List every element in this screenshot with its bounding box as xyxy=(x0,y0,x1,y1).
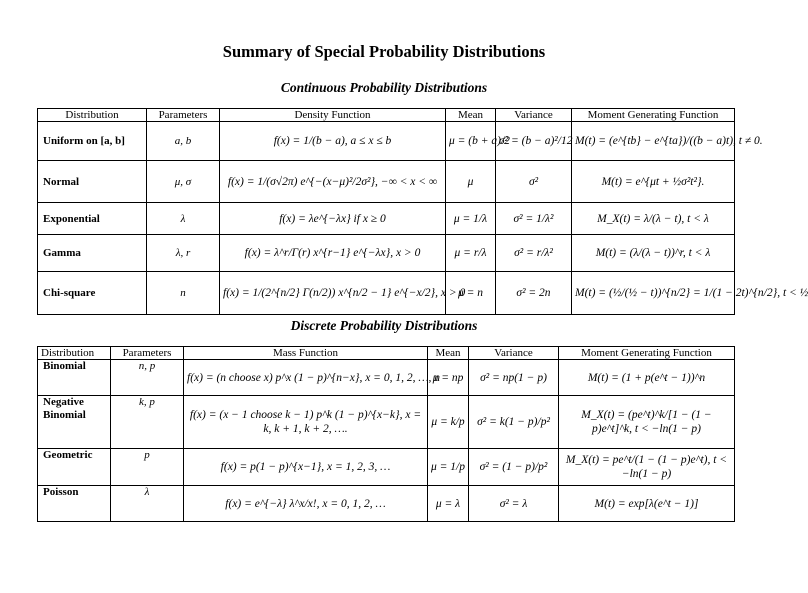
variance-formula: σ² = (b − a)²/12 xyxy=(496,122,572,161)
table-row xyxy=(38,360,735,396)
dist-params: n, p xyxy=(111,360,184,396)
variance-formula: σ² = (1 − p)/p² xyxy=(469,449,559,486)
mean-formula: μ = (b + a)/2 xyxy=(446,122,496,161)
mean-formula: μ xyxy=(446,161,496,203)
header-distribution: Distribution xyxy=(38,347,111,360)
mgf-formula: M(t) = exp[λ(e^t − 1)] xyxy=(559,486,735,522)
dist-name: Chi-square xyxy=(38,272,147,315)
dist-params: λ xyxy=(111,486,184,522)
mgf-formula: M(t) = (λ/(λ − t))^r, t < λ xyxy=(572,235,735,272)
header-mean: Mean xyxy=(446,109,496,122)
dist-name: Geometric xyxy=(38,449,111,486)
discrete-table xyxy=(37,346,735,522)
table-row xyxy=(38,122,735,161)
header-density: Density Function xyxy=(220,109,446,122)
header-parameters: Parameters xyxy=(111,347,184,360)
mass-formula: f(x) = (n choose x) p^x (1 − p)^{n−x}, x = 0, 1, 2, …, n xyxy=(184,360,428,396)
dist-params: λ xyxy=(147,203,220,235)
mgf-formula: M_X(t) = λ/(λ − t), t < λ xyxy=(572,203,735,235)
header-mean: Mean xyxy=(428,347,469,360)
discrete-subtitle: Discrete Probability Distributions xyxy=(290,318,478,333)
mean-formula: μ = λ xyxy=(428,486,469,522)
continuous-subtitle: Continuous Probability Distributions xyxy=(280,80,488,95)
table-row xyxy=(38,486,735,522)
table-row xyxy=(38,272,735,315)
mean-formula: μ = 1/p xyxy=(428,449,469,486)
variance-formula: σ² = 1/λ² xyxy=(496,203,572,235)
mean-formula: μ = r/λ xyxy=(446,235,496,272)
header-variance: Variance xyxy=(496,109,572,122)
mean-formula: μ = k/p xyxy=(428,396,469,449)
density-formula: f(x) = 1/(b − a), a ≤ x ≤ b xyxy=(220,122,446,161)
mgf-formula: M(t) = (1 + p(e^t − 1))^n xyxy=(559,360,735,396)
dist-params: p xyxy=(111,449,184,486)
density-formula: f(x) = 1/(σ√2π) e^{−(x−μ)²/2σ²}, −∞ < x < ∞ xyxy=(220,161,446,203)
dist-name: Poisson xyxy=(38,486,111,522)
dist-name: Gamma xyxy=(38,235,147,272)
mean-formula: μ = np xyxy=(428,360,469,396)
density-formula: f(x) = 1/(2^{n/2} Γ(n/2)) x^{n/2 − 1} e^{−x/2}, x > 0 xyxy=(220,272,446,315)
density-formula: f(x) = λe^{−λx} if x ≥ 0 xyxy=(220,203,446,235)
table-header-row xyxy=(38,109,735,122)
variance-formula: σ² = r/λ² xyxy=(496,235,572,272)
variance-formula: σ² xyxy=(496,161,572,203)
header-mgf: Moment Generating Function xyxy=(572,109,735,122)
dist-params: a, b xyxy=(147,122,220,161)
header-mgf: Moment Generating Function xyxy=(559,347,735,360)
mgf-formula: M(t) = e^{μt + ½σ²t²}. xyxy=(572,161,735,203)
table-row xyxy=(38,161,735,203)
mgf-formula: M(t) = (e^{tb} − e^{ta})/((b − a)t), t ≠ 0. xyxy=(572,122,735,161)
page-title: Summary of Special Probability Distributions xyxy=(222,42,546,61)
dist-params: λ, r xyxy=(147,235,220,272)
density-formula: f(x) = λ^r/Γ(r) x^{r−1} e^{−λx}, x > 0 xyxy=(220,235,446,272)
table-row xyxy=(38,203,735,235)
dist-name: Negative Binomial xyxy=(38,396,111,449)
variance-formula: σ² = k(1 − p)/p² xyxy=(469,396,559,449)
table-row xyxy=(38,396,735,449)
continuous-table xyxy=(37,108,808,315)
mass-formula: f(x) = (x − 1 choose k − 1) p^k (1 − p)^{x−k}, x = k, k + 1, k + 2, …. xyxy=(184,396,428,449)
dist-params: n xyxy=(147,272,220,315)
dist-name: Uniform on [a, b] xyxy=(38,122,147,161)
header-distribution: Distribution xyxy=(38,109,147,122)
table-row xyxy=(38,235,735,272)
dist-name: Normal xyxy=(38,161,147,203)
mgf-formula: M_X(t) = (pe^t)^k/[1 − (1 − p)e^t]^k, t < −ln(1 − p) xyxy=(559,396,735,449)
table-row xyxy=(38,449,735,486)
variance-formula: σ² = np(1 − p) xyxy=(469,360,559,396)
mgf-formula: M(t) = (½/(½ − t))^{n/2} = 1/(1 − 2t)^{n/2}, t < ½ xyxy=(572,272,735,315)
mass-formula: f(x) = p(1 − p)^{x−1}, x = 1, 2, 3, … xyxy=(184,449,428,486)
mean-formula: μ = 1/λ xyxy=(446,203,496,235)
table-header-row xyxy=(38,347,735,360)
dist-params: μ, σ xyxy=(147,161,220,203)
mean-formula: μ = n xyxy=(446,272,496,315)
variance-formula: σ² = 2n xyxy=(496,272,572,315)
header-mass: Mass Function xyxy=(184,347,428,360)
mgf-formula: M_X(t) = pe^t/(1 − (1 − p)e^t), t < −ln(1 − p) xyxy=(559,449,735,486)
variance-formula: σ² = λ xyxy=(469,486,559,522)
header-variance: Variance xyxy=(469,347,559,360)
dist-name: Binomial xyxy=(38,360,111,396)
dist-params: k, p xyxy=(111,396,184,449)
dist-name: Exponential xyxy=(38,203,147,235)
mass-formula: f(x) = e^{−λ} λ^x/x!, x = 0, 1, 2, … xyxy=(184,486,428,522)
header-parameters: Parameters xyxy=(147,109,220,122)
